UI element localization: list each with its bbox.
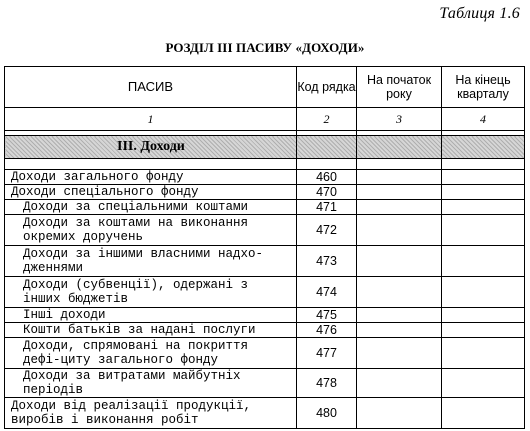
row-value-end[interactable] — [442, 398, 525, 429]
row-label: Інші доходи — [5, 308, 297, 323]
row-label: Доходи від реалізації продукції, виробів і виконання робіт — [5, 398, 297, 429]
table-row — [5, 308, 525, 323]
row-code: 472 — [297, 215, 357, 246]
row-value-end[interactable] — [442, 200, 525, 215]
row-value-start[interactable] — [357, 246, 442, 277]
table-row — [5, 369, 525, 398]
table-row — [5, 398, 525, 429]
row-value-start[interactable] — [357, 369, 442, 398]
row-value-end[interactable] — [442, 323, 525, 338]
row-label: Доходи, спрямовані на покриття дефі-циту загального фонду — [5, 338, 297, 369]
row-code: 477 — [297, 338, 357, 369]
table-row — [5, 323, 525, 338]
row-code: 471 — [297, 200, 357, 215]
row-value-end[interactable] — [442, 277, 525, 308]
row-code: 470 — [297, 185, 357, 200]
table-row — [5, 277, 525, 308]
table-row — [5, 200, 525, 215]
section-title-row — [5, 136, 525, 159]
table-row — [5, 246, 525, 277]
header-pasyv: ПАСИВ — [5, 67, 297, 108]
row-value-end[interactable] — [442, 170, 525, 185]
row-value-start[interactable] — [357, 215, 442, 246]
row-value-end[interactable] — [442, 308, 525, 323]
row-code: 476 — [297, 323, 357, 338]
row-value-end[interactable] — [442, 185, 525, 200]
column-number: 1 — [5, 108, 297, 131]
row-label: Кошти батьків за надані послуги — [5, 323, 297, 338]
spacer-cell — [442, 159, 525, 170]
row-value-end[interactable] — [442, 215, 525, 246]
header-start: На початок року — [357, 67, 442, 108]
row-value-start[interactable] — [357, 398, 442, 429]
section-hatch-cell — [297, 136, 357, 159]
header-code: Код рядка — [297, 67, 357, 108]
row-label: Доходи за коштами на виконання окремих доручень — [5, 215, 297, 246]
row-label: Доходи (субвенції), одержані з інших бюджетів — [5, 277, 297, 308]
row-label: Доходи за витратами майбутніх періодів — [5, 369, 297, 398]
section-hatch-cell — [357, 136, 442, 159]
row-value-start[interactable] — [357, 200, 442, 215]
row-code: 473 — [297, 246, 357, 277]
row-value-start[interactable] — [357, 308, 442, 323]
table-header-row — [5, 67, 525, 108]
table-caption: Таблиця 1.6 — [439, 5, 520, 22]
row-code: 480 — [297, 398, 357, 429]
column-number: 3 — [357, 108, 442, 131]
row-value-start[interactable] — [357, 170, 442, 185]
row-value-end[interactable] — [442, 246, 525, 277]
row-code: 478 — [297, 369, 357, 398]
row-code: 475 — [297, 308, 357, 323]
row-label: Доходи за спеціальними коштами — [5, 200, 297, 215]
spacer-cell — [297, 159, 357, 170]
table-row — [5, 185, 525, 200]
row-label: Доходи спеціального фонду — [5, 185, 297, 200]
header-end: На кінець кварталу — [442, 67, 525, 108]
row-value-start[interactable] — [357, 338, 442, 369]
spacer-cell — [357, 159, 442, 170]
row-label: Доходи загального фонду — [5, 170, 297, 185]
row-value-end[interactable] — [442, 338, 525, 369]
row-code: 460 — [297, 170, 357, 185]
row-value-start[interactable] — [357, 277, 442, 308]
spacer-row — [5, 159, 525, 170]
row-label: Доходи за іншими власними надхо-дженнями — [5, 246, 297, 277]
column-number: 4 — [442, 108, 525, 131]
section-heading: РОЗДІЛ ІІІ ПАСИВУ «ДОХОДИ» — [165, 40, 365, 55]
section-title: ІІІ. Доходи — [5, 136, 297, 159]
spacer-cell — [5, 159, 297, 170]
table-row — [5, 170, 525, 185]
liabilities-table — [4, 66, 525, 429]
row-value-start[interactable] — [357, 323, 442, 338]
column-number-row — [5, 108, 525, 131]
row-value-end[interactable] — [442, 369, 525, 398]
row-value-start[interactable] — [357, 185, 442, 200]
column-number: 2 — [297, 108, 357, 131]
table-row — [5, 338, 525, 369]
section-hatch-cell — [442, 136, 525, 159]
table-row — [5, 215, 525, 246]
row-code: 474 — [297, 277, 357, 308]
